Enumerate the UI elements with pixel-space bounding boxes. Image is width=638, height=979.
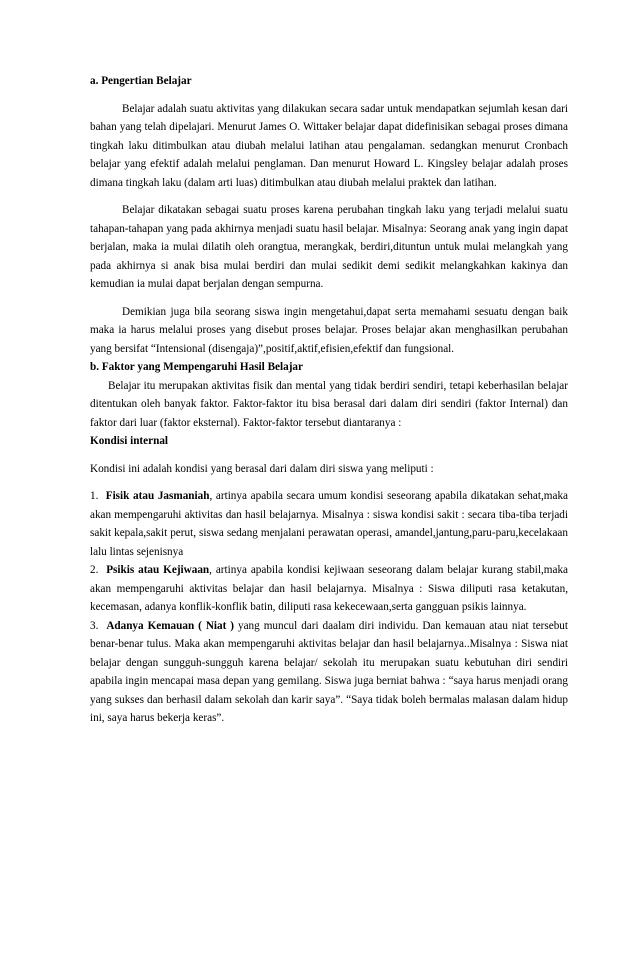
list-item-number: 3. xyxy=(90,619,99,632)
document-page xyxy=(90,72,568,728)
paragraph-factors-intro: Belajar itu merupakan aktivitas fisik dan mental yang tidak berdiri sendiri, tetapi keberhasilan belajar ditentukan oleh banyak faktor. Faktor-faktor itu bisa berasal dari dalam diri sendiri (faktor Internal) dan faktor dari luar (faktor eksternal). Faktor-faktor tersebut diantaranya : xyxy=(90,379,568,429)
list-item-text: yang muncul dari daalam diri individu. Dan kemauan atau niat tersebut benar-benar tulus. Maka akan mempengaruhi aktivitas belajar dan hasil belajarnya..Misalnya : Siswa niat belajar dengan sungguh-sungguh karena belajar/ sekolah itu merupakan suatu kebutuhan diri sendiri apabila ingin mencapai masa depan yang gemilang. Siswa juga berniat bahwa : “saya harus menjadi orang yang sukses dan berhasil dalam sekolah dan karir saya”. “Saya tidak boleh bermalas malasan dalam hidup ini, saya harus bekerja keras”. xyxy=(90,619,569,724)
heading-pengertian-belajar: a. Pengertian Belajar xyxy=(90,75,192,87)
list-item xyxy=(90,561,568,617)
list-item-title: Adanya Kemauan ( Niat ) xyxy=(106,619,235,632)
list-item-text: , artinya apabila kondisi kejiwaan seseorang dalam belajar kurang stabil,maka akan mempengaruhi aktivitas belajar dan hasil belajarnya. Misalnya : Siswa diliputi rasa ketakutan, kecemasan, adanya konflik-konflik batin, diliputi rasa kekecewaan,serta gangguan psikis lainnya. xyxy=(90,564,568,613)
list-item-title: Psikis atau Kejiwaan xyxy=(106,564,210,576)
list-item-number: 1. xyxy=(90,490,99,502)
list-item xyxy=(90,617,568,728)
heading-faktor: b. Faktor yang Mempengaruhi Hasil Belajar xyxy=(90,361,303,373)
paragraph-student-example: Demikian juga bila seorang siswa ingin mengetahui,dapat serta memahami sesuatu dengan baik maka ia harus melalui proses yang disebut proses belajar. Proses belajar akan menghasilkan perubahan yang bersifat “Intensional (disengaja)”,positif,aktif,efisien,efektif dan fungsional. xyxy=(90,305,568,355)
paragraph-process: Belajar dikatakan sebagai suatu proses karena perubahan tingkah laku yang terjadi melalui suatu tahapan-tahapan yang pada akhirnya menjadi suatu hasil belajar. Misalnya: Seorang anak yang ingin dapat berjalan, maka ia mulai dilatih oleh orangtua, merangkak, berdiri,dituntun untuk mulai melangkah yang pada akhirnya si anak bisa mulai berdiri dan mulai sedikit demi sedikit melangkahkan kakinya dan kemudian ia mulai dapat berjalan dengan sempurna. xyxy=(90,204,568,290)
list-item-text: , artinya apabila secara umum kondisi seseorang apabila dikatakan sehat,maka akan mempengaruhi aktivitas dan hasil belajarnya. Misalnya : siswa kondisi sakit : secara tiba-tiba terjadi sakit kepala,sakit perut, siswa sedang menjalani perawatan operasi, amandel,jantung,paru-paru,kecelakaan lalu lintas sejenisnya xyxy=(90,490,568,558)
list-item-number: 2. xyxy=(90,564,99,576)
subheading-kondisi-internal: Kondisi internal xyxy=(90,435,169,447)
list-item xyxy=(90,487,568,561)
list-item-title: Fisik atau Jasmaniah xyxy=(105,490,210,502)
paragraph-definition: Belajar adalah suatu aktivitas yang dilakukan secara sadar untuk mendapatkan sejumlah kesan dari bahan yang telah dipelajari. Menurut James O. Wittaker belajar dapat didefinisikan sebagai proses dimana tingkah laku ditimbulkan atau diubah melalui latihan atau pengalaman. sedangkan menurut Cronbach belajar yang efektif adalah melalui penglaman. Dan menurut Howard L. Kingsley belajar adalah proses dimana tingkah laku (dalam arti luas) ditimbulkan atau diubah melalui praktek dan latihan. xyxy=(90,102,568,189)
paragraph-kondisi-intro: Kondisi ini adalah kondisi yang berasal dari dalam diri siswa yang meliputi : xyxy=(90,462,434,475)
